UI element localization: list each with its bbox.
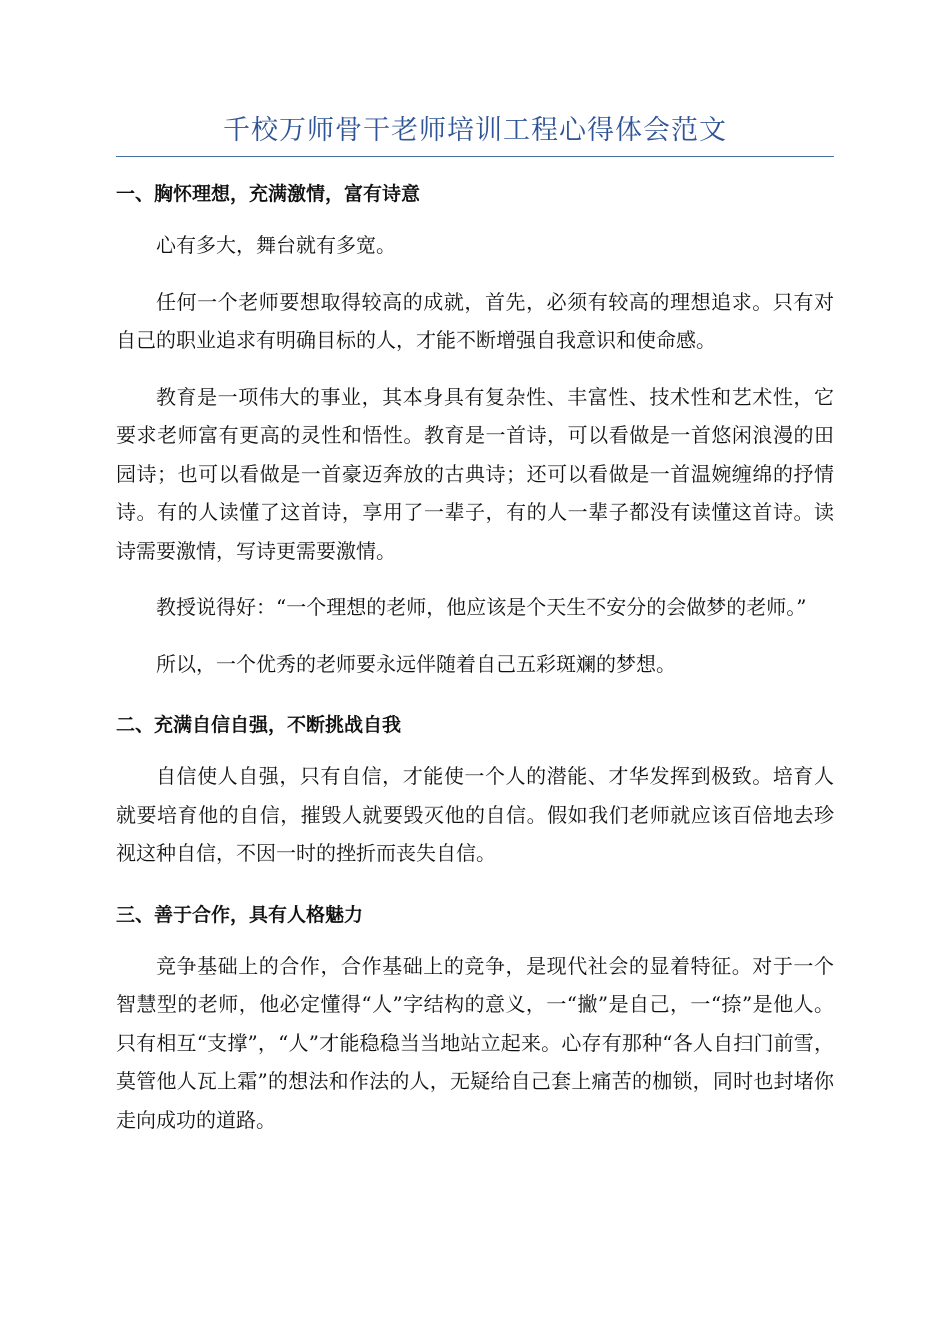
section-1 (116, 170, 834, 683)
document-title: 千校万师骨干老师培训工程心得体会范文 (223, 115, 727, 146)
title-block (116, 112, 834, 157)
paragraph: 所以，一个优秀的老师要永远伴随着自己五彩斑斓的梦想。 (156, 651, 676, 676)
paragraph: 教育是一项伟大的事业，其本身具有复杂性、丰富性、技术性和艺术性，它要求老师富有更高的灵性和悟性。教育是一首诗，可以看做是一首悠闲浪漫的田园诗；也可以看做是一首豪迈奔放的古典诗；还可以看做是一首温婉缠绵的抒情诗。有的人读懂了这首诗，享用了一辈子，有的人一辈子都没有读懂这首诗。读诗需要激情，写诗更需要激情。 (116, 384, 834, 563)
paragraph: 任何一个老师要想取得较高的成就，首先，必须有较高的理想追求。只有对自己的职业追求有明确目标的人，才能不断增强自我意识和使命感。 (116, 289, 834, 352)
paragraph: 竞争基础上的合作，合作基础上的竞争，是现代社会的显着特征。对于一个智慧型的老师，他必定懂得“人”字结构的意义，一“撇”是自己，一“捺”是他人。只有相互“支撑”，“人”才能稳稳当当地站立起来。心存有那种“各人自扫门前雪，莫管他人瓦上霜”的想法和作法的人，无疑给自己套上痛苦的枷锁，同时也封堵你走向成功的道路。 (116, 953, 834, 1132)
paragraph: 教授说得好：“一个理想的老师，他应该是个天生不安分的会做梦的老师。” (156, 595, 807, 619)
paragraph: 自信使人自强，只有自信，才能使一个人的潜能、才华发挥到极致。培育人就要培育他的自信，摧毁人就要毁灭他的自信。假如我们老师就应该百倍地去珍视这种自信，不因一时的挫折而丧失自信。 (116, 764, 834, 865)
section-2 (116, 701, 834, 873)
section-heading: 二、充满自信自强，不断挑战自我 (116, 714, 402, 736)
paragraph: 心有多大，舞台就有多宽。 (156, 233, 396, 257)
section-heading: 一、胸怀理想，充满激情，富有诗意 (116, 183, 421, 205)
document-body (116, 170, 834, 1157)
section-heading: 三、善于合作，具有人格魅力 (116, 903, 364, 926)
section-3 (116, 891, 834, 1140)
